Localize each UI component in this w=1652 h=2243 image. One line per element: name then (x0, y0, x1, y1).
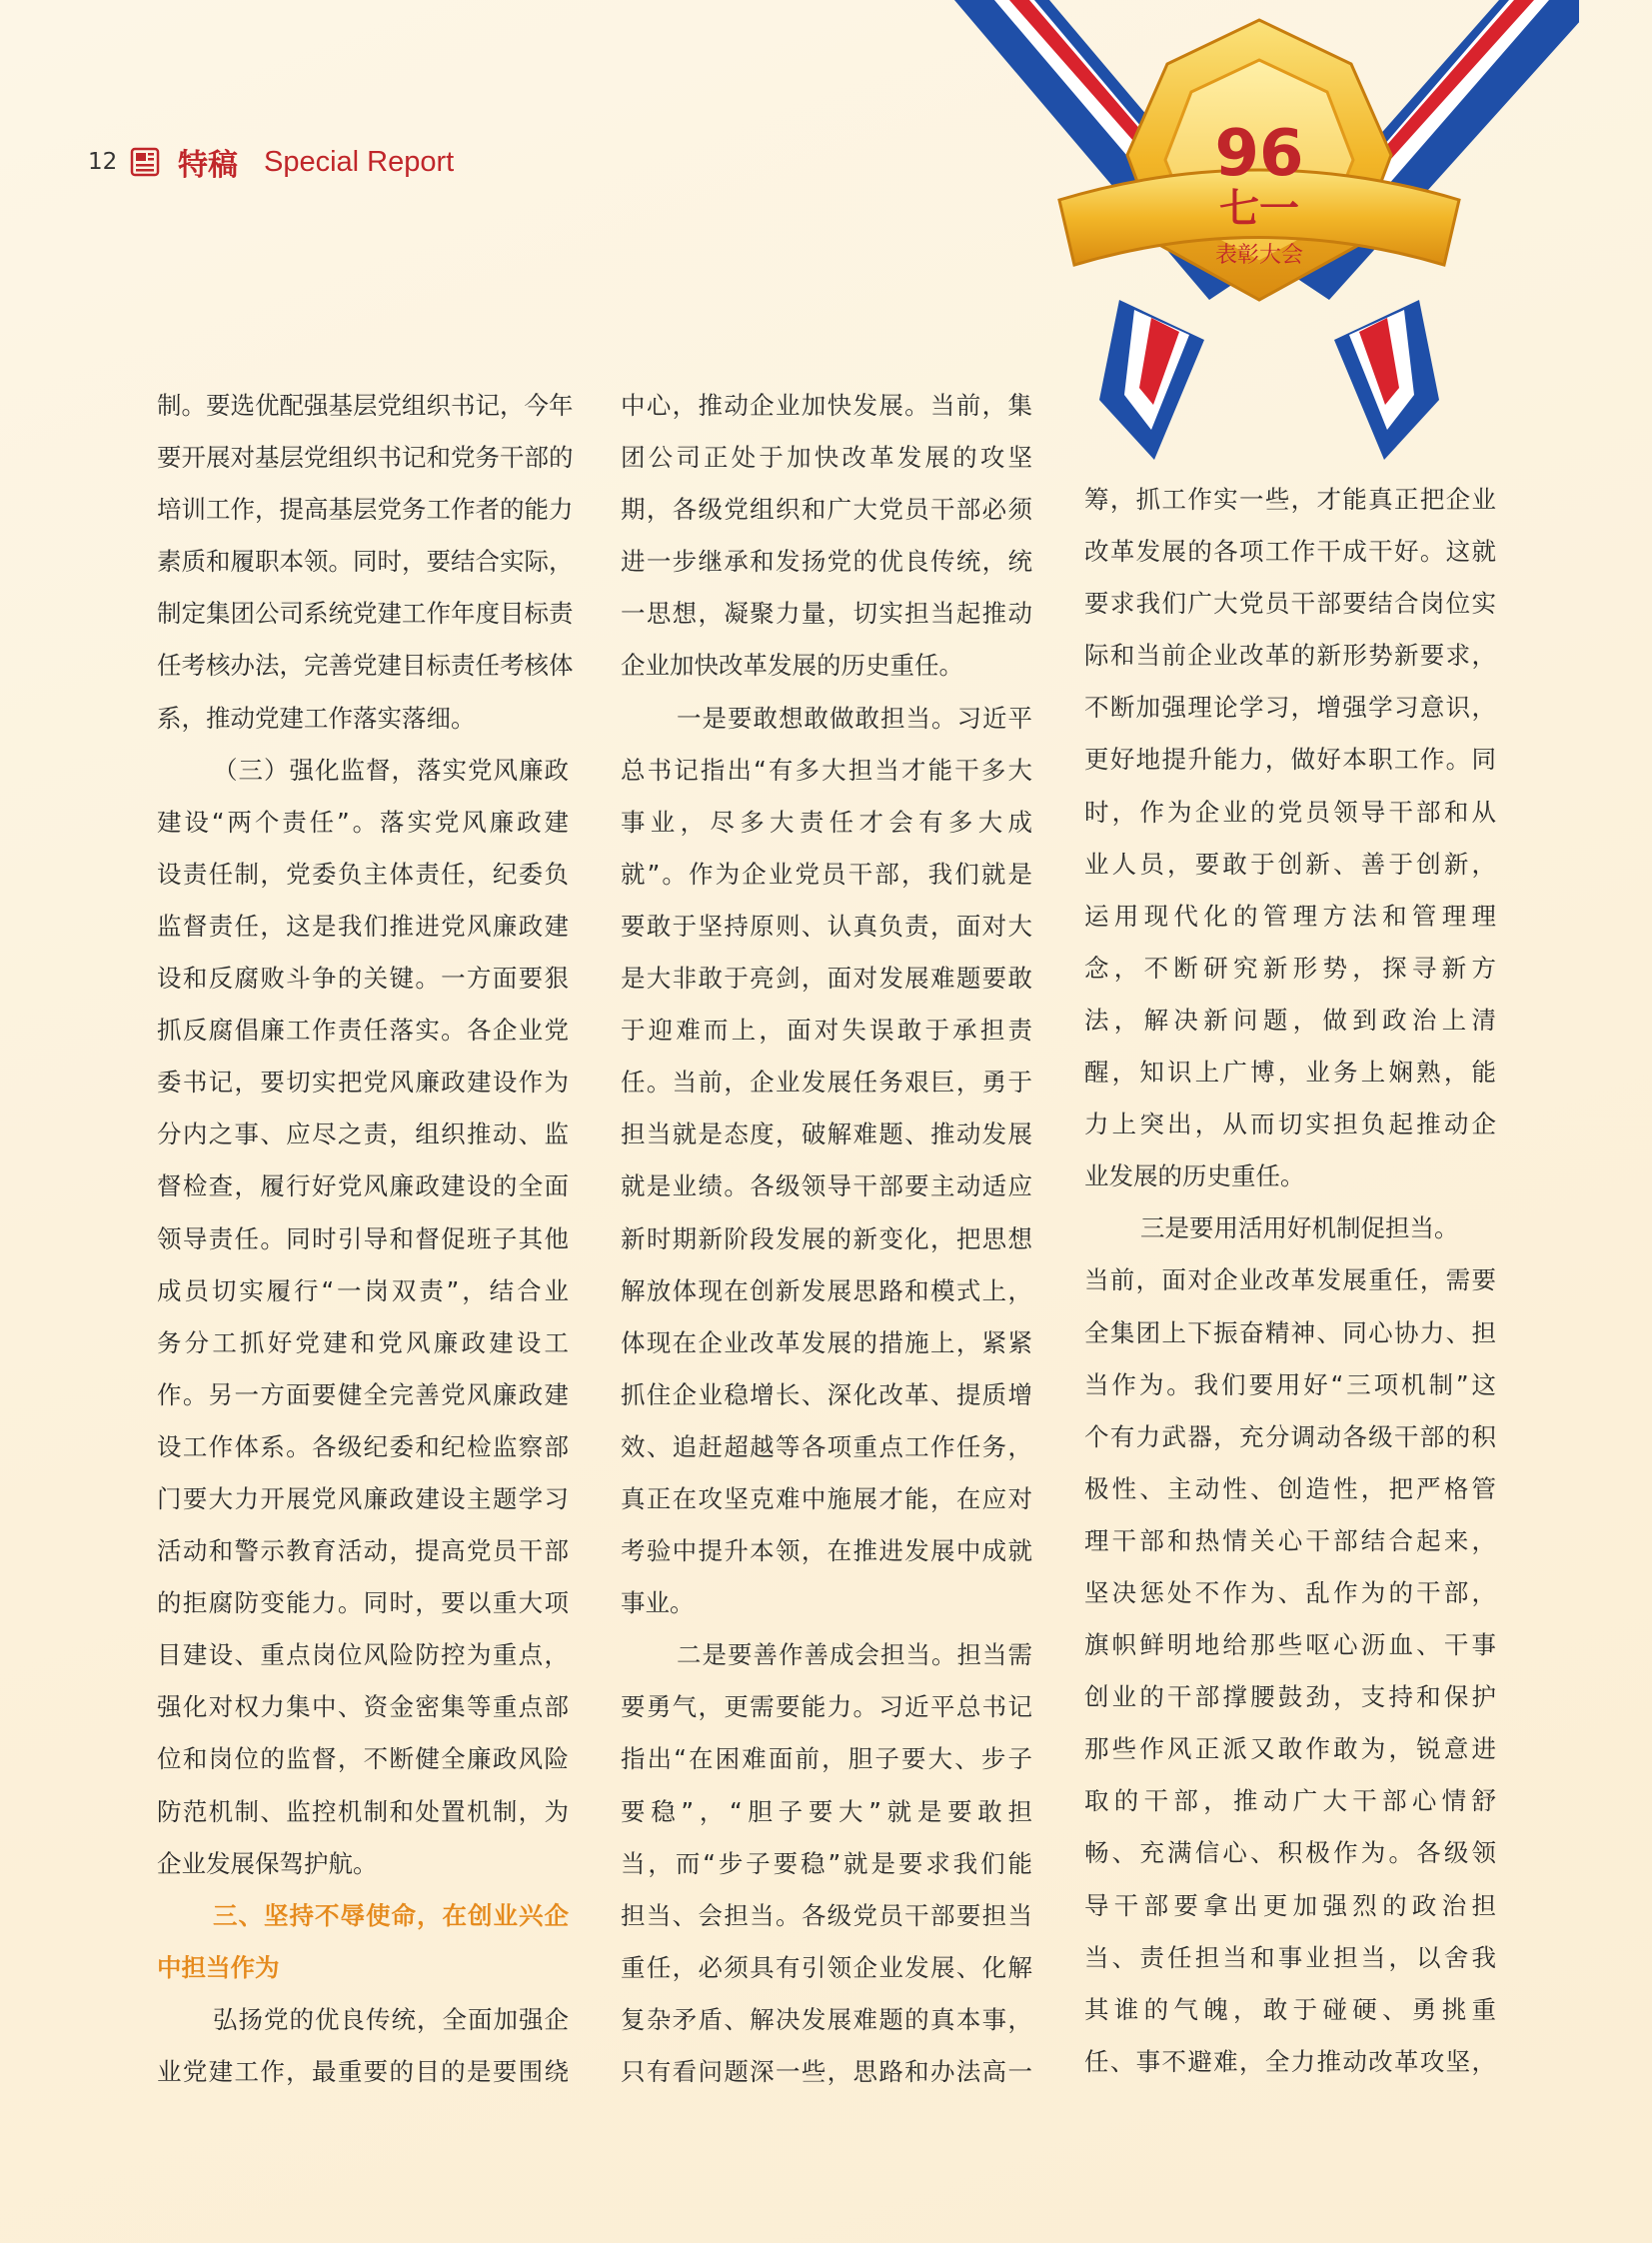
column-3-line: 业发展的历史重任。 (1084, 1161, 1305, 1191)
column-3-line: 筹，抓工作实一些，才能真正把企业 (1084, 485, 1496, 514)
column-2-line: 企业加快改革发展的历史重任。 (621, 651, 963, 681)
section-title-cn: 特稿 (178, 148, 238, 183)
column-1-line: 领导责任。同时引导和督促班子其他 (157, 1223, 569, 1253)
column-1-line: 务分工抓好党建和党风廉政建设工 (157, 1327, 569, 1357)
medal-title: 七一 (1219, 186, 1299, 232)
column-3-line: 醒，知识上广博，业务上娴熟，能 (1084, 1058, 1496, 1088)
column-3-line: 业人员，要敢于创新、善于创新， (1084, 849, 1496, 879)
column-3-line: 任、事不避难，全力推动改革攻坚， (1084, 2046, 1496, 2076)
page-header (88, 140, 454, 184)
column-1-line: 业党建工作，最重要的目的是要围绕 (157, 2057, 569, 2086)
column-3-line: 念，不断研究新形势，探寻新方 (1084, 953, 1496, 983)
column-2-line: 就”。作为企业党员干部，我们就是 (621, 859, 1032, 889)
column-2-line: 体现在企业改革发展的措施上，紧紧 (621, 1327, 1032, 1357)
column-2-line: 二是要善作善成会担当。担当需 (677, 1640, 1032, 1670)
column-3-line: 要求我们广大党员干部要结合岗位实 (1084, 589, 1496, 619)
column-3-line: 其谁的气魄，敢于碰硬、勇挑重 (1084, 1994, 1496, 2024)
column-2-line: 团公司正处于加快改革发展的攻坚 (621, 443, 1032, 473)
column-1-line: 目建设、重点岗位风险防控为重点， (157, 1640, 569, 1670)
column-2-line: 指出“在困难面前，胆子要大、步子 (621, 1744, 1032, 1774)
column-1-line: 弘扬党的优良传统，全面加强企 (213, 2004, 569, 2034)
column-3-line: 法，解决新问题，做到政治上清 (1084, 1005, 1496, 1035)
column-3-line: 际和当前企业改革的新形势新要求， (1084, 641, 1496, 671)
medal-number: 96 (1214, 117, 1304, 191)
column-1-line: 分内之事、应尽之责，组织推动、监 (157, 1120, 569, 1149)
column-1-line: 制。要选优配强基层党组织书记，今年 (157, 391, 574, 420)
column-2-line: 抓住企业稳增长、深化改革、提质增 (621, 1379, 1032, 1409)
column-1-line: 素质和履职本领。同时，要结合实际， (157, 547, 574, 577)
column-3-line: 当作为。我们要用好“三项机制”这 (1084, 1369, 1496, 1399)
column-2-line: 是大非敢于亮剑，面对发展难题要敢 (621, 964, 1032, 994)
column-1-line: 位和岗位的监督，不断健全廉政风险 (157, 1744, 569, 1774)
column-1-line: 制定集团公司系统党建工作年度目标责 (157, 599, 574, 629)
subheading: 三、坚持不辱使命，在创业兴企 (213, 1900, 569, 1930)
column-1-line: （三）强化监督，落实党风廉政 (213, 755, 569, 785)
column-3-line: 更好地提升能力，做好本职工作。同 (1084, 745, 1496, 775)
column-1-line: 要开展对基层党组织书记和党务干部的 (157, 443, 574, 473)
page-number: 12 (88, 149, 118, 175)
column-2-line: 新时期新阶段发展的新变化，把思想 (621, 1223, 1032, 1253)
column-1-line: 任考核办法，完善党建目标责任考核体 (157, 651, 574, 681)
column-2-line: 要勇气，更需要能力。习近平总书记 (621, 1692, 1032, 1722)
column-3-line: 时，作为企业的党员领导干部和从 (1084, 797, 1496, 827)
column-2-line: 解放体现在创新发展思路和模式上， (621, 1275, 1032, 1305)
column-1-line: 督检查，履行好党风廉政建设的全面 (157, 1171, 569, 1201)
column-2-line: 总书记指出“有多大担当才能干多大 (621, 755, 1032, 785)
column-3-line: 旗帜鲜明地给那些呕心沥血、干事 (1084, 1630, 1496, 1660)
column-3-line: 不断加强理论学习，增强学习意识， (1084, 693, 1496, 723)
column-2-line: 效、追赶超越等各项重点工作任务， (621, 1431, 1032, 1461)
column-2-line: 担当、会担当。各级党员干部要担当 (621, 1900, 1032, 1930)
column-1-line: 门要大力开展党风廉政建设主题学习 (157, 1483, 569, 1513)
column-1-line: 培训工作，提高基层党务工作者的能力 (157, 495, 574, 525)
column-2-line: 当，而“步子要稳”就是要求我们能 (621, 1848, 1032, 1878)
column-2-line: 期，各级党组织和广大党员干部必须 (621, 495, 1032, 525)
column-3-line: 畅、充满信心、积极作为。各级领 (1084, 1838, 1496, 1868)
column-3-line: 取的干部，推动广大干部心情舒 (1084, 1786, 1496, 1816)
column-2-line: 要稳”，“胆子要大”就是要敢担 (621, 1796, 1032, 1826)
section-title-en: Special Report (264, 145, 455, 178)
column-3-line: 理干部和热情关心干部结合起来， (1084, 1525, 1496, 1555)
column-1-line: 成员切实履行“一岗双责”，结合业 (157, 1275, 569, 1305)
column-1-line: 设和反腐败斗争的关键。一方面要狠 (157, 964, 569, 994)
text-column-2 (621, 380, 1032, 2098)
column-3-line: 创业的干部撑腰鼓劲，支持和保护 (1084, 1682, 1496, 1712)
column-2-line: 要敢于坚持原则、认真负责，面对大 (621, 911, 1032, 941)
column-3-line: 全集团上下振奋精神、同心协力、担 (1084, 1317, 1496, 1347)
column-2-line: 于迎难而上，面对失误敢于承担责 (621, 1016, 1032, 1046)
column-1-line: 建设“两个责任”。落实党风廉政建 (157, 807, 569, 837)
magazine-icon (130, 147, 160, 177)
column-2-line: 担当就是态度，破解难题、推动发展 (621, 1120, 1032, 1149)
column-2-line: 进一步继承和发扬党的优良传统，统 (621, 547, 1032, 577)
column-2-line: 就是业绩。各级领导干部要主动适应 (621, 1171, 1032, 1201)
column-1-line: 抓反腐倡廉工作责任落实。各企业党 (157, 1016, 569, 1046)
subheading: 中担当作为 (157, 1952, 280, 1982)
column-2-line: 事业。 (621, 1588, 695, 1618)
column-3-line: 三是要用活用好机制促担当。 (1140, 1213, 1459, 1243)
column-2-line: 复杂矛盾、解决发展难题的真本事， (621, 2004, 1032, 2034)
column-1-line: 设工作体系。各级纪委和纪检监察部 (157, 1431, 569, 1461)
column-3-line: 那些作风正派又敢作敢为，锐意进 (1084, 1734, 1496, 1764)
column-3-line: 改革发展的各项工作干成干好。这就 (1084, 537, 1496, 567)
column-2-line: 中心，推动企业加快发展。当前，集 (621, 391, 1032, 420)
column-1-line: 系，推动党建工作落实落细。 (157, 703, 476, 733)
column-3-line: 极性、主动性、创造性，把严格管 (1084, 1473, 1496, 1503)
column-3-line: 力上突出，从而切实担负起推动企 (1084, 1110, 1496, 1139)
column-1-line: 企业发展保驾护航。 (157, 1848, 378, 1878)
column-1-line: 监督责任，这是我们推进党风廉政建 (157, 911, 569, 941)
column-2-line: 重任，必须具有引领企业发展、化解 (621, 1952, 1032, 1982)
column-1-line: 防范机制、监控机制和处置机制，为 (157, 1796, 569, 1826)
column-1-line: 的拒腐防变能力。同时，要以重大项 (157, 1588, 569, 1618)
column-3-line: 当、责任担当和事业担当，以舍我 (1084, 1942, 1496, 1972)
medal-subtitle: 表彰大会 (1214, 243, 1304, 268)
column-2-line: 一是要敢想敢做敢担当。习近平 (677, 703, 1032, 733)
column-3-line: 导干部要拿出更加强烈的政治担 (1084, 1890, 1496, 1920)
column-2-line: 考验中提升本领，在推进发展中成就 (621, 1536, 1032, 1566)
column-1-line: 委书记，要切实把党风廉政建设作为 (157, 1068, 569, 1098)
column-2-line: 事业，尽多大责任才会有多大成 (621, 807, 1032, 837)
column-2-line: 真正在攻坚克难中施展才能，在应对 (621, 1483, 1032, 1513)
column-1-line: 活动和警示教育活动，提高党员干部 (157, 1536, 569, 1566)
column-2-line: 一思想，凝聚力量，切实担当起推动 (621, 599, 1032, 629)
column-1-line: 设责任制，党委负主体责任，纪委负 (157, 859, 569, 889)
column-3-line: 个有力武器，充分调动各级干部的积 (1084, 1421, 1496, 1451)
text-column-1 (157, 380, 574, 2098)
column-3-line: 坚决惩处不作为、乱作为的干部， (1084, 1577, 1496, 1607)
column-2-line: 任。当前，企业发展任务艰巨，勇于 (621, 1068, 1032, 1098)
text-column-3 (1084, 474, 1496, 2088)
column-3-line: 运用现代化的管理方法和管理理 (1084, 901, 1496, 931)
column-1-line: 作。另一方面要健全完善党风廉政建 (157, 1379, 569, 1409)
column-2-line: 只有看问题深一些，思路和办法高一 (621, 2057, 1032, 2086)
medal-badge-icon (939, 0, 1579, 480)
column-3-line: 当前，面对企业改革发展重任，需要 (1084, 1265, 1496, 1295)
column-1-line: 强化对权力集中、资金密集等重点部 (157, 1692, 569, 1722)
